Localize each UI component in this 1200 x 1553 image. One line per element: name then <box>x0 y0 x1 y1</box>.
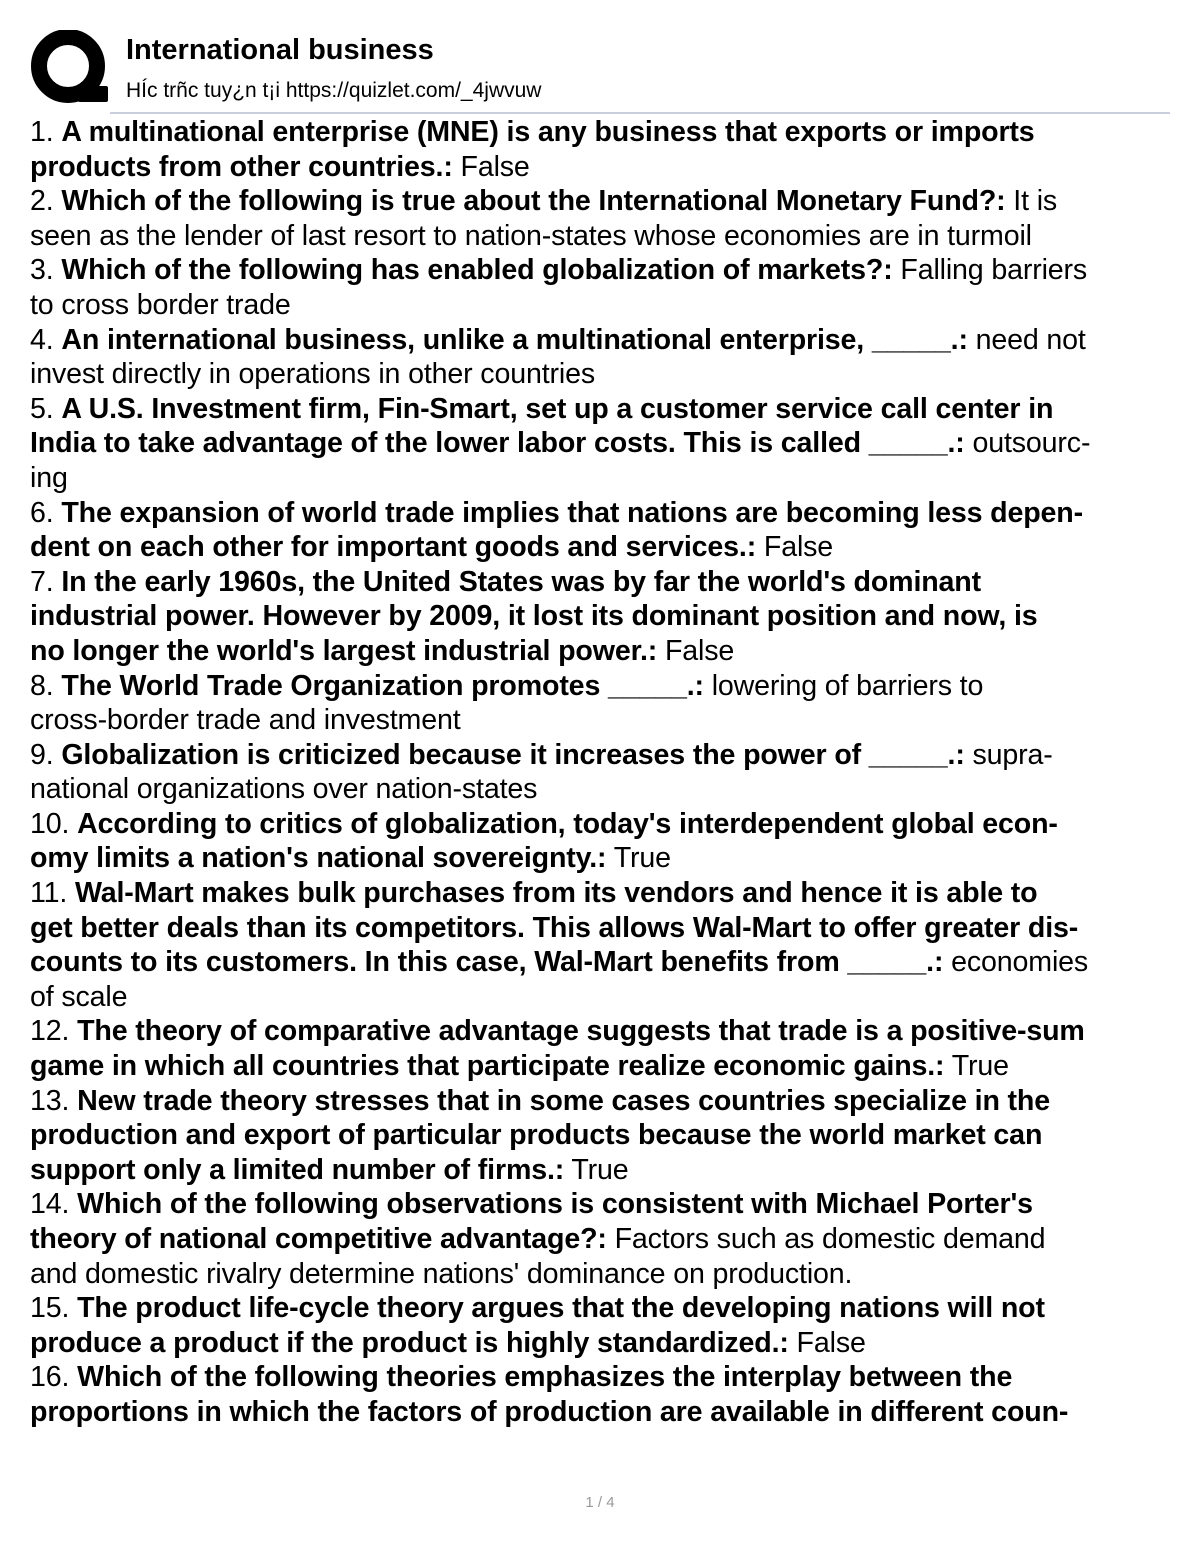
flashcard-line <box>30 772 1172 807</box>
answer-text: True <box>606 842 671 875</box>
question-text: Which of the following observations is consistent with Michael Porter's <box>77 1188 1033 1221</box>
flashcard-line <box>30 1257 1172 1292</box>
question-text: According to critics of globalization, today's interdependent global econ- <box>77 807 1058 840</box>
item-number: 1. <box>30 116 54 148</box>
question-text: counts to its customers. In this case, Wal-Mart benefits from _____.: <box>30 946 944 979</box>
item-number: 14. <box>30 1188 70 1221</box>
answer-text: Falling barriers <box>892 254 1088 287</box>
flashcard-line <box>30 392 1172 427</box>
flashcard-line <box>30 1360 1172 1395</box>
flashcard-line <box>30 980 1172 1015</box>
flashcard-line <box>30 1326 1172 1361</box>
answer-text: False <box>756 531 834 564</box>
flashcard-line <box>30 841 1172 876</box>
answer-text: False <box>657 634 735 667</box>
answer-text: supra- <box>964 738 1053 771</box>
flashcard-line <box>30 1014 1172 1049</box>
header-divider <box>110 112 1170 114</box>
answer-text: False <box>452 150 530 183</box>
item-number: 13. <box>30 1084 70 1117</box>
document-subtitle: HÍc trñc tuy¿n t¡i https://quizlet.com/_4jwvuw <box>126 79 542 102</box>
flashcard-line <box>30 807 1172 842</box>
item-number: 2. <box>30 185 54 218</box>
item-number: 7. <box>30 565 54 598</box>
question-text: A multinational enterprise (MNE) is any business that exports or imports <box>61 116 1035 148</box>
question-text: An international business, unlike a multinational enterprise, _____.: <box>61 323 968 356</box>
flashcard-line <box>30 945 1172 980</box>
flashcard-line <box>30 426 1172 461</box>
question-text: get better deals than its competitors. This allows Wal-Mart to offer greater dis- <box>30 911 1079 944</box>
question-text: proportions in which the factors of production are available in different coun- <box>30 1395 1069 1428</box>
item-number: 16. <box>30 1361 70 1394</box>
answer-text: False <box>788 1326 866 1359</box>
question-text: omy limits a nation's national sovereignty.: <box>30 842 607 875</box>
question-text: New trade theory stresses that in some cases countries specialize in the <box>77 1084 1051 1117</box>
flashcard-line <box>30 565 1172 600</box>
flashcard-line <box>30 530 1172 565</box>
flashcard-line <box>30 253 1172 288</box>
question-text: The theory of comparative advantage suggests that trade is a positive-sum <box>77 1015 1085 1048</box>
flashcard-line <box>30 703 1172 738</box>
flashcard-line <box>30 1084 1172 1119</box>
item-number: 9. <box>30 738 54 771</box>
flashcard-line <box>30 357 1172 392</box>
question-text: produce a product if the product is highly standardized.: <box>30 1326 789 1359</box>
flashcard-line <box>30 1118 1172 1153</box>
question-text: production and export of particular products because the world market can <box>30 1119 1043 1152</box>
quizlet-q-logo <box>30 30 110 106</box>
flashcard-line <box>30 738 1172 773</box>
answer-text: Factors such as domestic demand <box>606 1223 1046 1255</box>
question-text: India to take advantage of the lower labor costs. This is called _____.: <box>30 427 965 460</box>
answer-text: economies <box>943 946 1089 979</box>
page-number: 1 / 4 <box>585 1494 615 1511</box>
flashcard-line <box>30 669 1172 704</box>
flashcard-line <box>30 1049 1172 1084</box>
flashcard-line <box>30 1222 1172 1257</box>
flashcard-list <box>30 115 1172 1430</box>
question-text: industrial power. However by 2009, it lost its dominant position and now, is <box>30 600 1038 633</box>
item-number: 5. <box>30 392 54 425</box>
flashcard-line <box>30 150 1172 185</box>
flashcard-line <box>30 876 1172 911</box>
flashcard-line <box>30 115 1172 150</box>
answer-text: It is <box>1005 185 1058 218</box>
question-text: no longer the world's largest industrial power.: <box>30 634 658 667</box>
flashcard-line <box>30 1291 1172 1326</box>
flashcard-line <box>30 634 1172 669</box>
answer-text: True <box>944 1050 1009 1083</box>
item-number: 10. <box>30 807 70 840</box>
question-text: Which of the following has enabled globalization of markets?: <box>61 254 893 287</box>
question-text: support only a limited number of firms.: <box>30 1153 565 1186</box>
answer-text: need not <box>967 323 1086 356</box>
answer-text: seen as the lender of last resort to nation-states whose economies are in turmoil <box>30 219 1032 252</box>
question-text: theory of national competitive advantage?: <box>30 1223 607 1255</box>
flashcard-line <box>30 461 1172 496</box>
answer-text: ing <box>30 461 68 494</box>
item-number: 12. <box>30 1015 70 1048</box>
flashcard-line <box>30 1395 1172 1430</box>
flashcard-line <box>30 911 1172 946</box>
answer-text: cross-border trade and investment <box>30 704 461 737</box>
flashcard-line <box>30 219 1172 254</box>
flashcard-line <box>30 184 1172 219</box>
item-number: 3. <box>30 254 54 287</box>
flashcard-line <box>30 288 1172 323</box>
answer-text: to cross border trade <box>30 288 291 321</box>
question-text: Which of the following theories emphasizes the interplay between the <box>77 1361 1013 1394</box>
question-text: Globalization is criticized because it increases the power of _____.: <box>61 738 965 771</box>
answer-text: invest directly in operations in other countries <box>30 358 595 391</box>
item-number: 8. <box>30 669 54 702</box>
item-number: 11. <box>30 877 68 910</box>
question-text: A U.S. Investment firm, Fin-Smart, set up a customer service call center in <box>61 392 1054 425</box>
question-text: The expansion of world trade implies that nations are becoming less depen- <box>61 496 1083 529</box>
document-title: International business <box>126 34 434 66</box>
answer-text: outsourc- <box>964 427 1091 460</box>
question-text: Which of the following is true about the International Monetary Fund?: <box>61 185 1006 218</box>
flashcard-line <box>30 1153 1172 1188</box>
question-text: Wal-Mart makes bulk purchases from its vendors and hence it is able to <box>74 877 1038 910</box>
flashcard-line <box>30 323 1172 358</box>
answer-text: True <box>564 1153 629 1186</box>
flashcard-line <box>30 496 1172 531</box>
answer-text: of scale <box>30 980 128 1013</box>
document-header <box>28 30 1172 110</box>
question-text: dent on each other for important goods and services.: <box>30 531 757 564</box>
answer-text: lowering of barriers to <box>703 669 984 702</box>
item-number: 6. <box>30 496 54 529</box>
question-text: game in which all countries that participate realize economic gains.: <box>30 1050 945 1083</box>
flashcard-line <box>30 1187 1172 1222</box>
item-number: 4. <box>30 323 54 356</box>
question-text: products from other countries.: <box>30 150 453 183</box>
question-text: The product life-cycle theory argues that the developing nations will not <box>77 1292 1045 1325</box>
answer-text: and domestic rivalry determine nations' dominance on production. <box>30 1257 853 1290</box>
answer-text: national organizations over nation-states <box>30 773 538 806</box>
flashcard-line <box>30 599 1172 634</box>
question-text: The World Trade Organization promotes _____.: <box>61 669 704 702</box>
item-number: 15. <box>30 1292 70 1325</box>
question-text: In the early 1960s, the United States was by far the world's dominant <box>61 565 981 598</box>
